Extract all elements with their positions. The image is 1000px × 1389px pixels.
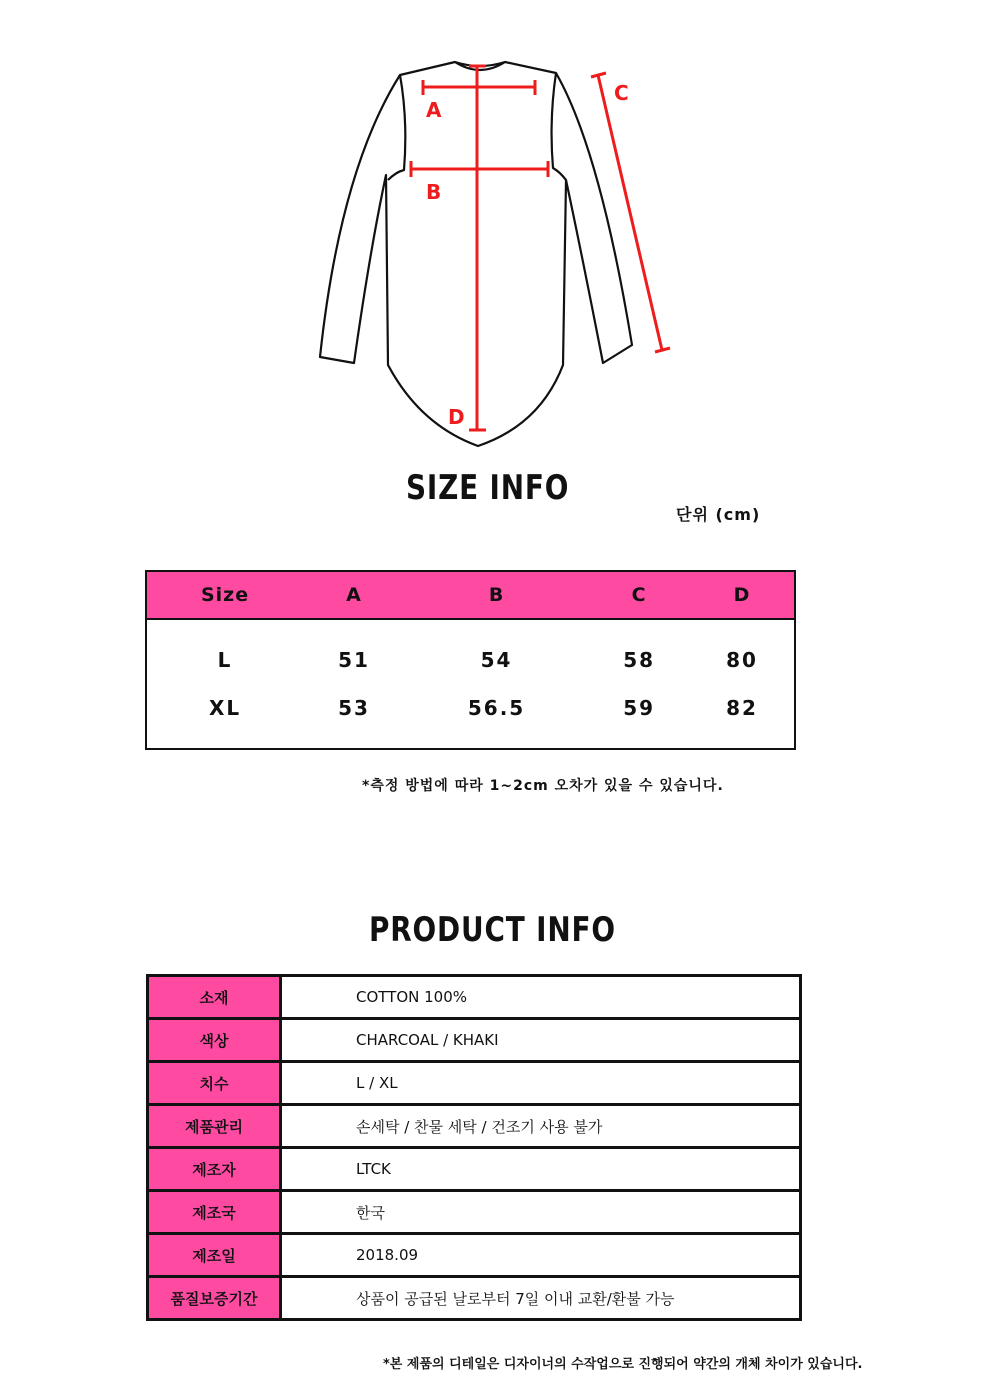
garment-diagram — [300, 55, 700, 455]
size-cell: 54 — [480, 648, 513, 672]
product-value: LTCK — [281, 1148, 801, 1191]
product-row — [148, 1277, 801, 1320]
product-info-title: PRODUCT INFO — [369, 910, 616, 950]
label-a: A — [426, 98, 442, 122]
size-row-l — [146, 619, 795, 684]
product-value: 손세탁 / 찬물 세탁 / 건조기 사용 불가 — [281, 1105, 801, 1148]
product-row — [148, 1019, 801, 1062]
size-row-xl — [146, 684, 795, 749]
product-table — [146, 974, 802, 1321]
size-cell: 80 — [726, 648, 758, 672]
product-row — [148, 1105, 801, 1148]
size-cell: 58 — [623, 648, 656, 672]
product-label: 제품관리 — [148, 1105, 281, 1148]
size-info-title: SIZE INFO — [406, 468, 570, 508]
measurement-note: *측정 방법에 따라 1~2cm 오차가 있을 수 있습니다. — [362, 778, 724, 794]
product-value: 한국 — [281, 1191, 801, 1234]
product-row — [148, 1234, 801, 1277]
measure-tick — [591, 73, 606, 77]
measure-line-c — [598, 75, 662, 350]
product-value: 상품이 공급된 날로부터 7일 이내 교환/환불 가능 — [281, 1277, 801, 1320]
product-value: L / XL — [281, 1062, 801, 1105]
measure-tick — [655, 348, 670, 352]
header-size: Size — [146, 571, 303, 619]
label-d: D — [448, 405, 465, 429]
product-row — [148, 976, 801, 1019]
product-value: 2018.09 — [281, 1234, 801, 1277]
header-a: A — [303, 571, 405, 619]
product-label: 제조자 — [148, 1148, 281, 1191]
product-label: 제조일 — [148, 1234, 281, 1277]
label-c: C — [614, 81, 629, 105]
size-cell: 51 — [338, 648, 370, 672]
size-cell: XL — [208, 696, 242, 720]
product-row — [148, 1148, 801, 1191]
size-cell: 53 — [338, 696, 370, 720]
size-table — [145, 570, 796, 750]
product-label: 제조국 — [148, 1191, 281, 1234]
header-d: D — [690, 571, 795, 619]
product-label: 색상 — [148, 1019, 281, 1062]
header-b: B — [405, 571, 588, 619]
size-table-header — [146, 571, 795, 619]
detail-note: *본 제품의 디테일은 디자이너의 수작업으로 진행되어 약간의 개체 차이가 있습니다. — [383, 1357, 863, 1372]
size-cell: 56.5 — [467, 696, 526, 720]
unit-label: 단위 (cm) — [676, 505, 761, 524]
size-cell: L — [217, 648, 233, 672]
product-row — [148, 1062, 801, 1105]
product-value: CHARCOAL / KHAKI — [281, 1019, 801, 1062]
product-value: COTTON 100% — [281, 976, 801, 1019]
product-label: 치수 — [148, 1062, 281, 1105]
label-b: B — [426, 180, 442, 204]
product-row — [148, 1191, 801, 1234]
size-cell: 82 — [726, 696, 758, 720]
product-label: 소재 — [148, 976, 281, 1019]
header-c: C — [588, 571, 690, 619]
size-cell: 59 — [623, 696, 656, 720]
product-label: 품질보증기간 — [148, 1277, 281, 1320]
